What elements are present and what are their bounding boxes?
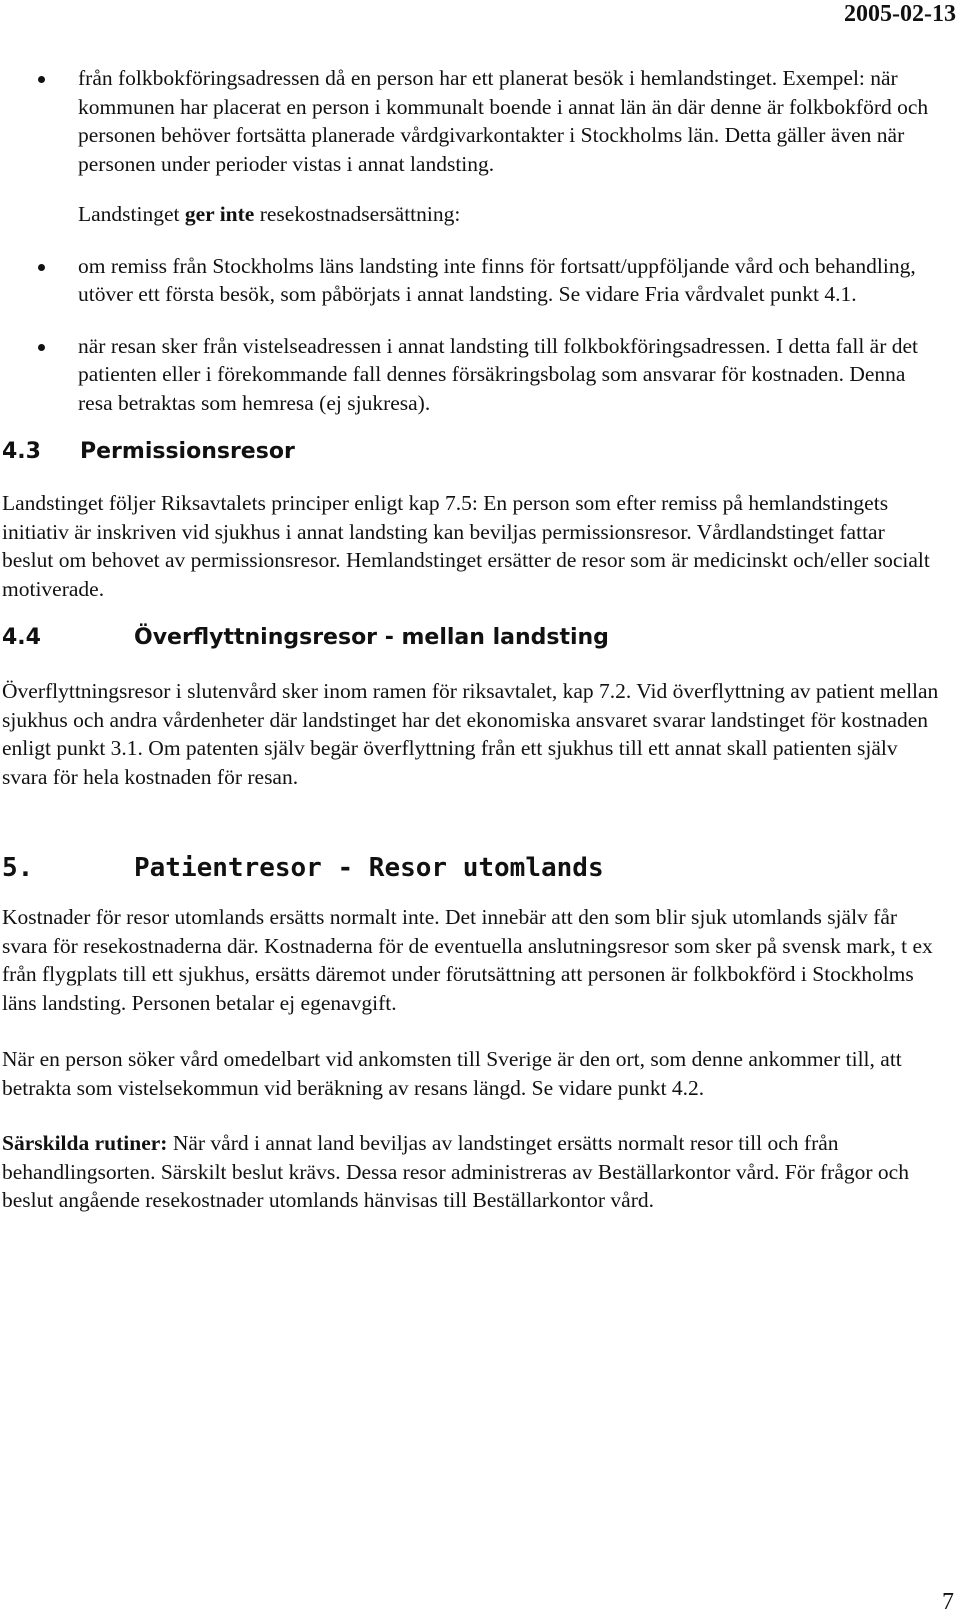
section-title: Patientresor - Resor utomlands <box>134 853 604 883</box>
list-item-text: när resan sker från vistelseadressen i annat landsting till folkbokföringsadressen. I detta fall är det patienten eller i förekommande fall dennes försäkringsbolag som ansvarar för kostnaden. Denna resa betraktas som hemresa (ej sjukresa). <box>78 333 919 415</box>
section-title: Permissionsresor <box>80 439 295 464</box>
special-routines-label: Särskilda rutiner: <box>2 1131 168 1155</box>
page-number: 7 <box>942 1589 954 1615</box>
section-number: 5. <box>2 853 34 883</box>
section-heading-4-3 <box>0 437 940 467</box>
list-item <box>0 64 940 178</box>
list-item-text: från folkbokföringsadressen då en person har ett planerat besök i hemlandstinget. Exempel: när kommunen har placerat en person i kommunalt boende i annat län än där denne är folkbokförd och personen behöver fortsätta planerade vårdgivarkontakter i Stockholms län. Detta gäller även när personen under perioder vistas i annat landsting. <box>78 66 929 176</box>
section-heading-5 <box>0 851 940 885</box>
list-item <box>0 252 940 309</box>
section-number: 4.3 <box>2 439 41 464</box>
section-5-paragraph-2: När en person söker vård omedelbart vid ankomsten till Sverige är den ort, som denne ankommer till, att betrakta som vistelsekommun vid beräkning av resans längd. Se vidare punkt 4.2. <box>2 1047 902 1100</box>
no-compensation-intro <box>0 200 940 229</box>
intro-bullet-list <box>0 64 940 178</box>
list-item <box>0 332 940 418</box>
special-routines-text: När vård i annat land beviljas av landstinget ersätts normalt resor till och från behandlingsorten. Särskilt beslut krävs. Dessa resor administreras av Beställarkontor vård. För frågor och beslut angående resekostnader utomlands hänvisas till Beställarkontor vård. <box>2 1131 909 1212</box>
list-item-text: om remiss från Stockholms läns landsting inte finns för fortsatt/uppföljande vård och behandling, utöver ett första besök, som påbörjats i annat landsting. Se vidare Fria vårdvalet punkt 4.1. <box>78 253 916 306</box>
section-5-paragraph-1: Kostnader för resor utomlands ersätts normalt inte. Det innebär att den som blir sjuk utomlands själv får svara för resekostnaderna där. Kostnaderna för de eventuella anslutningsresor som sker på svensk mark, t ex från flygplats till ett sjukhus, ersätts däremot under förutsättning att personen är folkbokförd i Stockholms läns landsting. Personen betalar ej egenavgift. <box>2 905 933 1015</box>
section-title: Överflyttningsresor - mellan landsting <box>134 625 609 650</box>
section-4-3-body: Landstinget följer Riksavtalets principer enligt kap 7.5: En person som efter remiss på hemlandstingets initiativ är inskriven vid sjukhus i annat landsting kan beviljas permissionsresor. Vårdlandstinget fattar beslut om behovet av permissionsresor. Hemlandstinget ersätter de resor som är medicinskt och/eller socialt motiverade. <box>2 491 930 601</box>
bullet-icon <box>38 264 45 271</box>
document-body <box>0 64 940 1215</box>
section-5-special-routines <box>0 1129 940 1215</box>
section-heading-4-4 <box>0 623 940 653</box>
page-date: 2005-02-13 <box>844 1 956 27</box>
no-compensation-prefix: Landstinget <box>78 202 185 226</box>
bullet-icon <box>38 76 45 83</box>
bullet-icon <box>38 344 45 351</box>
no-compensation-bullet-list <box>0 252 940 418</box>
no-compensation-suffix: resekostnadsersättning: <box>254 202 461 226</box>
section-number: 4.4 <box>2 625 41 650</box>
no-compensation-emphasis: ger inte <box>184 202 255 226</box>
section-4-4-body: Överflyttningsresor i slutenvård sker inom ramen för riksavtalet, kap 7.2. Vid överflyttning av patient mellan sjukhus och andra vårdenheter där landstinget har det ekonomiska ansvaret svarar landstinget för kostnaden enligt punkt 3.1. Om patenten själv begär överflyttning från ett sjukhus till ett annat skall patienten själv svara för hela kostnaden för resan. <box>2 679 939 789</box>
